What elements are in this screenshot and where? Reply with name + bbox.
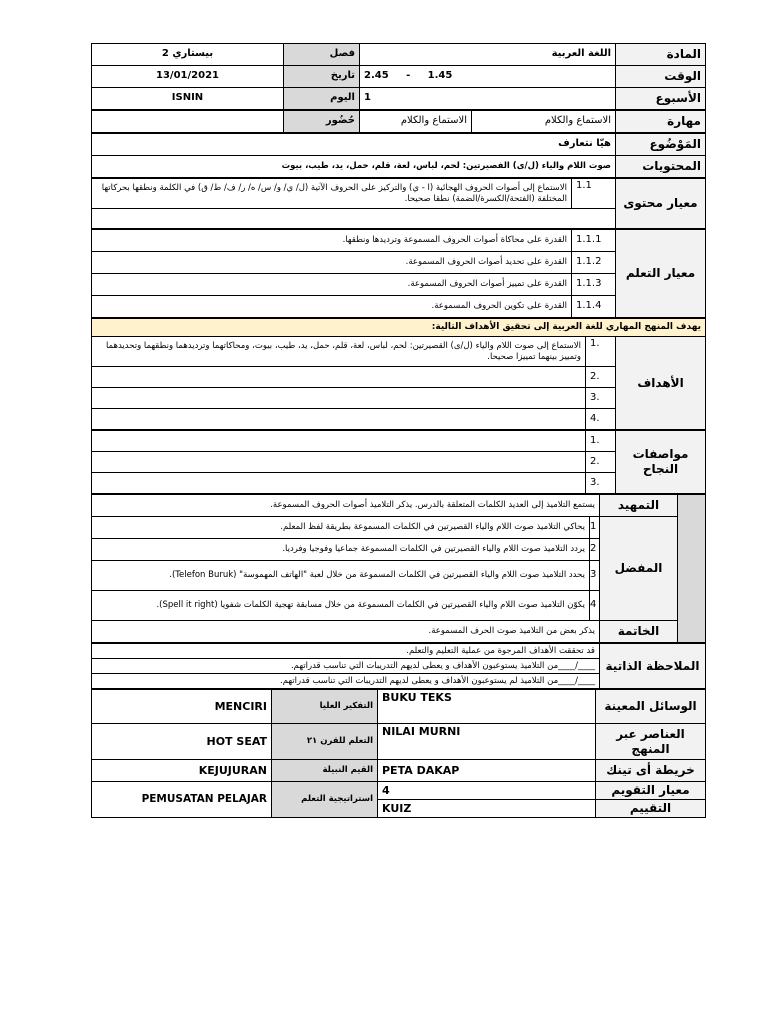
obj-text-3 bbox=[92, 388, 586, 409]
strategy-value: PEMUSATAN PELAJAR bbox=[92, 782, 272, 818]
lesson-plan-sheet bbox=[91, 43, 705, 818]
step-text-4: يكوّن التلاميذ صوت اللام والياء القصيرتين في الكلمات المسموعة من خلال مسابقة تهجية الكلمات شفويا (Spell it right). bbox=[92, 591, 590, 621]
assess-std-value: 4 bbox=[378, 782, 596, 800]
day-label: اليوم bbox=[284, 88, 360, 110]
sc-num-3: 3. bbox=[586, 473, 616, 494]
time-label: الوقت bbox=[616, 66, 706, 88]
step-text-1: يحاكي التلاميذ صوت اللام والياء القصيرتين في الكلمات المسموعة بطريقة لفظ المعلم. bbox=[92, 517, 590, 539]
subject-label: المادة bbox=[616, 44, 706, 66]
content-standard-empty bbox=[92, 209, 616, 229]
time-value: 2.45 - 1.45 bbox=[360, 66, 616, 88]
subject-value: اللغة العربية bbox=[360, 44, 616, 66]
values-label: القيم النبيلة bbox=[272, 760, 378, 782]
ls-text-2: القدرة على تحديد أصوات الحروف المسموعة. bbox=[92, 252, 572, 274]
skill-value-2: الاستماع والكلام bbox=[360, 111, 472, 133]
values-value: KEJUJURAN bbox=[92, 760, 272, 782]
sc-num-2: 2. bbox=[586, 452, 616, 473]
obj-num-1: 1. bbox=[586, 337, 616, 367]
skill-label: مهارة bbox=[616, 111, 706, 133]
assess-label: التقييم bbox=[596, 800, 706, 818]
ls-text-3: القدرة على تمييز أصوات الحروف المسموعة. bbox=[92, 274, 572, 296]
topic-table bbox=[91, 133, 706, 178]
cross-label: العناصر عبر المنهج bbox=[596, 724, 706, 760]
obj-text-2 bbox=[92, 367, 586, 388]
ls-num-4: 1.1.4 bbox=[572, 296, 616, 318]
sc-text-1 bbox=[92, 431, 586, 452]
obj-num-4: 4. bbox=[586, 409, 616, 430]
success-criteria-label: مواصفات النجاح bbox=[616, 431, 706, 494]
main-label: المفضل bbox=[600, 517, 678, 621]
objectives-table bbox=[91, 318, 706, 430]
aids-value: BUKU TEKS bbox=[378, 690, 596, 724]
step-num-1: 1 bbox=[590, 517, 600, 539]
strategy-label: استراتيجية التعلم bbox=[272, 782, 378, 818]
thinking-label: التفكير العليا bbox=[272, 690, 378, 724]
c21-value: HOT SEAT bbox=[92, 724, 272, 760]
step-text-2: يردد التلاميذ صوت اللام والياء القصيرتين في الكلمات المسموعة جماعيا وفوجيا وفرديا. bbox=[92, 539, 590, 561]
class-value: 2 بيستاري bbox=[92, 44, 284, 66]
ls-text-1: القدرة على محاكاة أصوات الحروف المسموعة وترديدها ونطقها. bbox=[92, 230, 572, 252]
skill-value-1: الاستماع والكلام bbox=[472, 111, 616, 133]
closing-text: يذكر بعض من التلاميذ صوت الحرف المسموعة. bbox=[92, 621, 600, 643]
step-num-3: 3 bbox=[590, 561, 600, 591]
reflection-table bbox=[91, 643, 706, 689]
step-num-4: 4 bbox=[590, 591, 600, 621]
sc-text-3 bbox=[92, 473, 586, 494]
skill-table bbox=[91, 110, 706, 133]
date-value: 13/01/2021 bbox=[92, 66, 284, 88]
content-label: المحتويات bbox=[616, 156, 706, 178]
sc-num-1: 1. bbox=[586, 431, 616, 452]
ls-text-4: القدرة على تكوين الحروف المسموعة. bbox=[92, 296, 572, 318]
obj-text-4 bbox=[92, 409, 586, 430]
learning-standard-label: معيار التعلم bbox=[616, 230, 706, 318]
content-standard-num: 1.1 bbox=[572, 179, 616, 209]
intro-text: يستمع التلاميذ إلى العديد الكلمات المتعلقة بالدرس. يذكر التلاميذ أصوات الحروف المسموعة. bbox=[92, 495, 600, 517]
week-value: 1 bbox=[360, 88, 616, 110]
intro-label: التمهيد bbox=[600, 495, 678, 517]
topic-value: هيّا نتعارف bbox=[92, 134, 616, 156]
step-text-3: يحدد التلاميذ صوت اللام والياء القصيرتين في الكلمات المسموعة من خلال لعبة "الهاتف المهموسة" (Telefon Buruk). bbox=[92, 561, 590, 591]
content-standard-label: معيار محتوى bbox=[616, 179, 706, 229]
assess-std-label: معيار التقويم bbox=[596, 782, 706, 800]
ls-num-3: 1.1.3 bbox=[572, 274, 616, 296]
week-label: الأسبوع bbox=[616, 88, 706, 110]
content-value: صوت اللام والياء (ل/ى) الفصيرتين: لحم، لباس، لعة، قلم، حمل، يد، طيب، بيوت bbox=[92, 156, 616, 178]
learning-standard-table bbox=[91, 229, 706, 318]
footer-table bbox=[91, 689, 706, 818]
obj-text-1: الاستماع إلى صوت اللام والياء (ل/ى) القصيرتين: لحم، لباس، لعة، قلم، حمل، يد، طيب، بيوت، ومحاكاتهما وترديدهما ونطقهما وتحديدهما وتمييز بينهما تمييزا صحيحا. bbox=[92, 337, 586, 367]
content-standard-table bbox=[91, 178, 706, 229]
cross-value: NILAI MURNI bbox=[378, 724, 596, 760]
obj-num-3: 3. bbox=[586, 388, 616, 409]
reflection-line-3: ____/____من التلاميذ لم يستوعبون الأهداف و يعطى لديهم التدريبات التي تناسب قدراتهم. bbox=[92, 674, 600, 689]
objectives-banner: يهدف المنهج المهاري للغة العربية إلى تحقيق الأهداف التالية: bbox=[92, 319, 706, 337]
aids-label: الوسائل المعينة bbox=[596, 690, 706, 724]
reflection-line-2: ____/____من التلاميذ يستوعبون الأهداف و يعطى لديهم التدريبات التي تناسب قدراتهم. bbox=[92, 659, 600, 674]
reflection-label: الملاحظة الذاتية bbox=[600, 644, 706, 689]
date-label: تاريخ bbox=[284, 66, 360, 88]
day-value: ISNIN bbox=[92, 88, 284, 110]
c21-label: التعلم للقرن ٢١ bbox=[272, 724, 378, 760]
activities-table bbox=[91, 494, 706, 643]
ls-num-1: 1.1.1 bbox=[572, 230, 616, 252]
map-value: PETA DAKAP bbox=[378, 760, 596, 782]
activities-side bbox=[678, 495, 706, 643]
attendance-label: حُضُور bbox=[284, 111, 360, 133]
ls-num-2: 1.1.2 bbox=[572, 252, 616, 274]
closing-label: الخاتمة bbox=[600, 621, 678, 643]
objectives-label: الأهداف bbox=[616, 337, 706, 430]
assess-value: KUIZ bbox=[378, 800, 596, 818]
topic-label: المَوْضُوع bbox=[616, 134, 706, 156]
header-table bbox=[91, 43, 706, 110]
step-num-2: 2 bbox=[590, 539, 600, 561]
obj-num-2: 2. bbox=[586, 367, 616, 388]
reflection-line-1: قد تحققت الأهداف المرجوة من عملية التعليم والتعلم. bbox=[92, 644, 600, 659]
skill-empty bbox=[92, 111, 284, 133]
map-label: خريطة أى تينك bbox=[596, 760, 706, 782]
success-criteria-table bbox=[91, 430, 706, 494]
class-label: فصل bbox=[284, 44, 360, 66]
sc-text-2 bbox=[92, 452, 586, 473]
thinking-value: MENCIRI bbox=[92, 690, 272, 724]
content-standard-text: الاستماع إلى أصوات الحروف الهجائية (ا - ي) والتركيز على الحروف الآتية (ل/ ي/ و/ س/ ه/ ر/ ف/ ط/ ق) في الكلمة ونطقها بحركاتها المختلفة (الفتحة/الكسرة/الضمة) نطقا صحيحا. bbox=[92, 179, 572, 209]
